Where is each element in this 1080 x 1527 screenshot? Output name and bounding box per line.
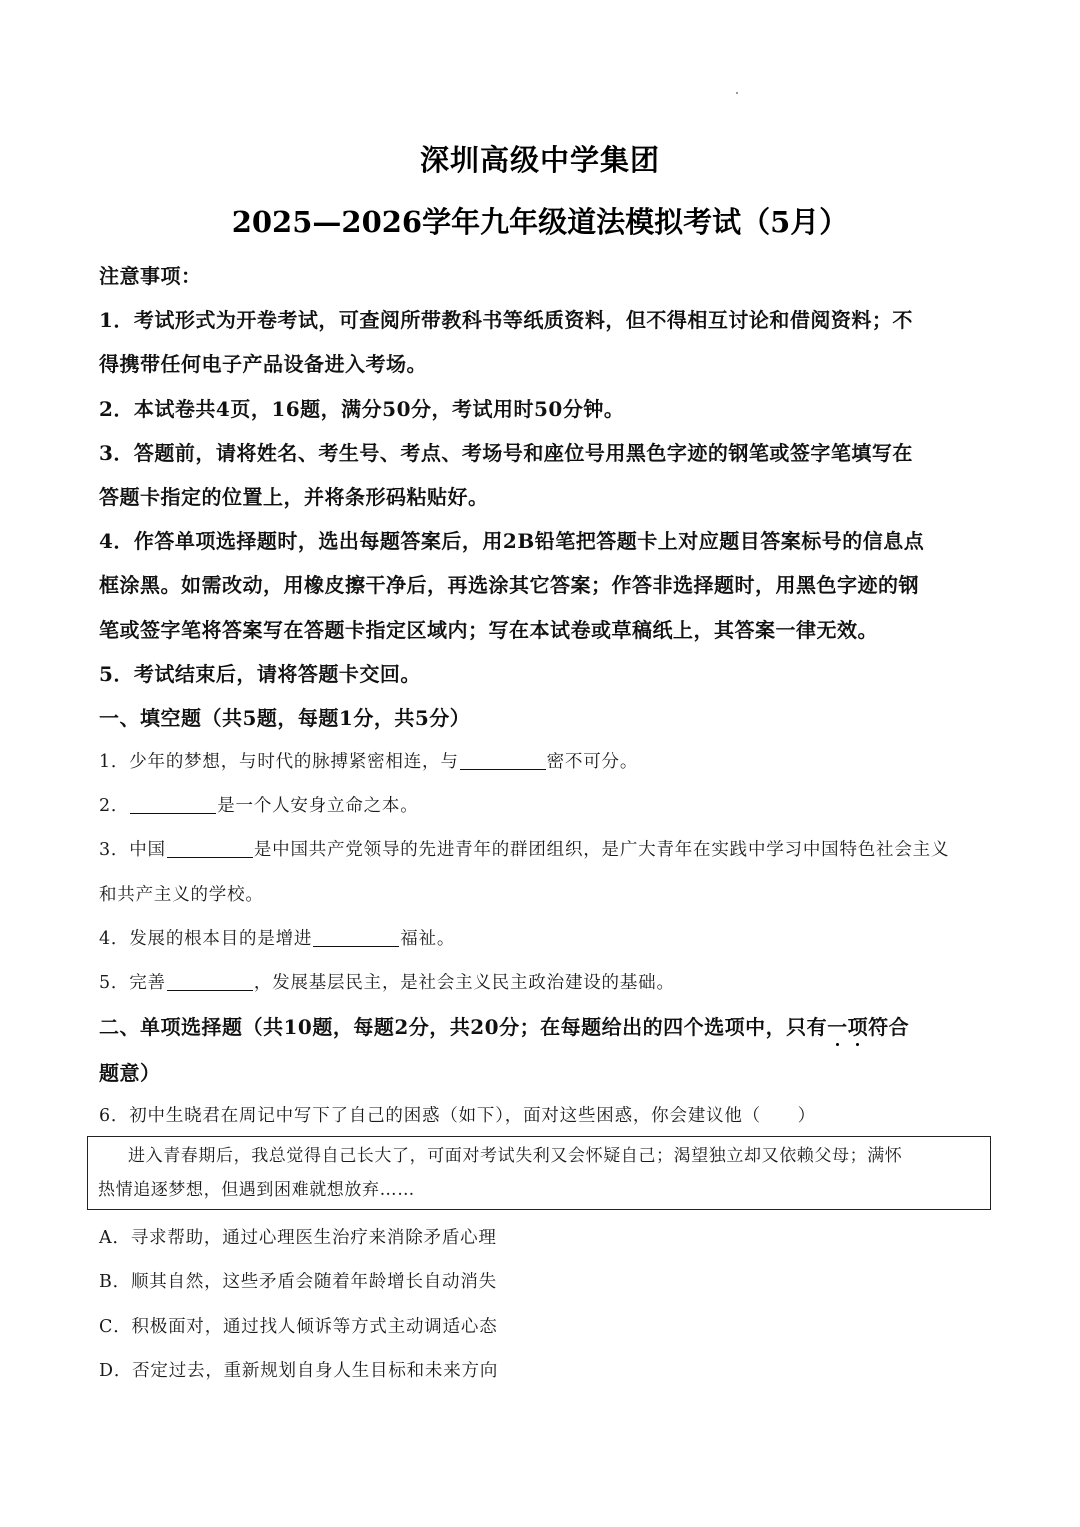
option-a: A．寻求帮助，通过心理医生治疗来消除矛盾心理: [99, 1228, 497, 1248]
notice-line: 笔或签字笔将答案写在答题卡指定区域内；写在本试卷或草稿纸上，其答案一律无效。: [99, 618, 878, 642]
notice-line: 3．答题前，请将姓名、考生号、考点、考场号和座位号用黑色字迹的钢笔或签字笔填写在: [99, 441, 913, 465]
section1-heading: 一、填空题（共5题，每题1分，共5分）: [99, 706, 471, 730]
notice-line: 框涂黑。如需改动，用橡皮擦干净后，再选涂其它答案；作答非选择题时，用黑色字迹的钢: [99, 573, 919, 597]
scan-dot: [736, 92, 738, 94]
emphasis-char: 一: [827, 1011, 848, 1040]
section2-heading: [99, 1011, 909, 1040]
option-d: D．否定过去，重新规划自身人生目标和未来方向: [99, 1361, 499, 1381]
section2-heading-cont: 题意）: [99, 1061, 161, 1085]
quote-line: 进入青春期后，我总觉得自己长大了，可面对考试失利又会怀疑自己；渴望独立却又依赖父母；满怀: [128, 1146, 903, 1166]
fill-question-1: [99, 748, 638, 773]
school-title: 深圳高级中学集团: [419, 143, 660, 177]
answer-blank: [460, 751, 546, 770]
notice-line: 5．考试结束后，请将答题卡交回。: [99, 662, 421, 686]
option-c: C．积极面对，通过找人倾诉等方式主动调适心态: [99, 1317, 498, 1337]
answer-blank: [167, 839, 253, 858]
question-text: 2．: [99, 796, 130, 816]
fill-question-3-cont: 和共产主义的学校。: [99, 885, 264, 905]
notice-line: 4．作答单项选择题时，选出每题答案后，用2B铅笔把答题卡上对应题目答案标号的信息点: [99, 529, 925, 553]
fill-question-4: [99, 925, 455, 950]
question-text: 是中国共产党领导的先进青年的群团组织，是广大青年在实践中学习中国特色社会主义: [253, 840, 950, 860]
exam-title: 2025—2026学年九年级道法模拟考试（5月）: [231, 205, 849, 239]
notice-line: 答题卡指定的位置上，并将条形码粘贴好。: [99, 485, 489, 509]
question-text: 3．中国: [99, 840, 166, 860]
answer-blank: [167, 972, 253, 991]
answer-blank: [130, 795, 216, 814]
section2-heading-text: 二、单项选择题（共10题，每题2分，共20分；在每题给出的四个选项中，只有: [99, 1015, 828, 1039]
question-text: 密不可分。: [546, 752, 639, 772]
answer-blank: [313, 928, 399, 947]
question-text: 1．少年的梦想，与时代的脉搏紧密相连，与: [99, 752, 459, 772]
notice-line: 得携带任何电子产品设备进入考场。: [99, 352, 427, 376]
diary-quote-box: [87, 1136, 991, 1210]
question-text: 4．发展的根本目的是增进: [99, 929, 313, 949]
question-text: ，发展基层民主，是社会主义民主政治建设的基础。: [253, 973, 675, 993]
fill-question-2: [99, 792, 419, 817]
question-text: 是一个人安身立命之本。: [217, 796, 419, 816]
section2-heading-text: 符合: [868, 1015, 910, 1039]
fill-question-5: [99, 969, 675, 994]
choice-question-6-stem: 6．初中生晓君在周记中写下了自己的困惑（如下），面对这些困惑，你会建议他（ ）: [99, 1106, 816, 1126]
quote-line: 热情追逐梦想，但遇到困难就想放弃……: [98, 1180, 415, 1200]
fill-question-3: [99, 836, 949, 861]
notice-heading: 注意事项：: [99, 264, 202, 288]
question-text: 福祉。: [400, 929, 456, 949]
option-b: B．顺其自然，这些矛盾会随着年龄增长自动消失: [99, 1272, 497, 1292]
notice-line: 2．本试卷共4页，16题，满分50分，考试用时50分钟。: [99, 397, 625, 421]
question-text: 5．完善: [99, 973, 166, 993]
notice-line: 1．考试形式为开卷考试，可查阅所带教科书等纸质资料，但不得相互讨论和借阅资料；不: [99, 308, 913, 332]
emphasis-char: 项: [848, 1011, 869, 1040]
